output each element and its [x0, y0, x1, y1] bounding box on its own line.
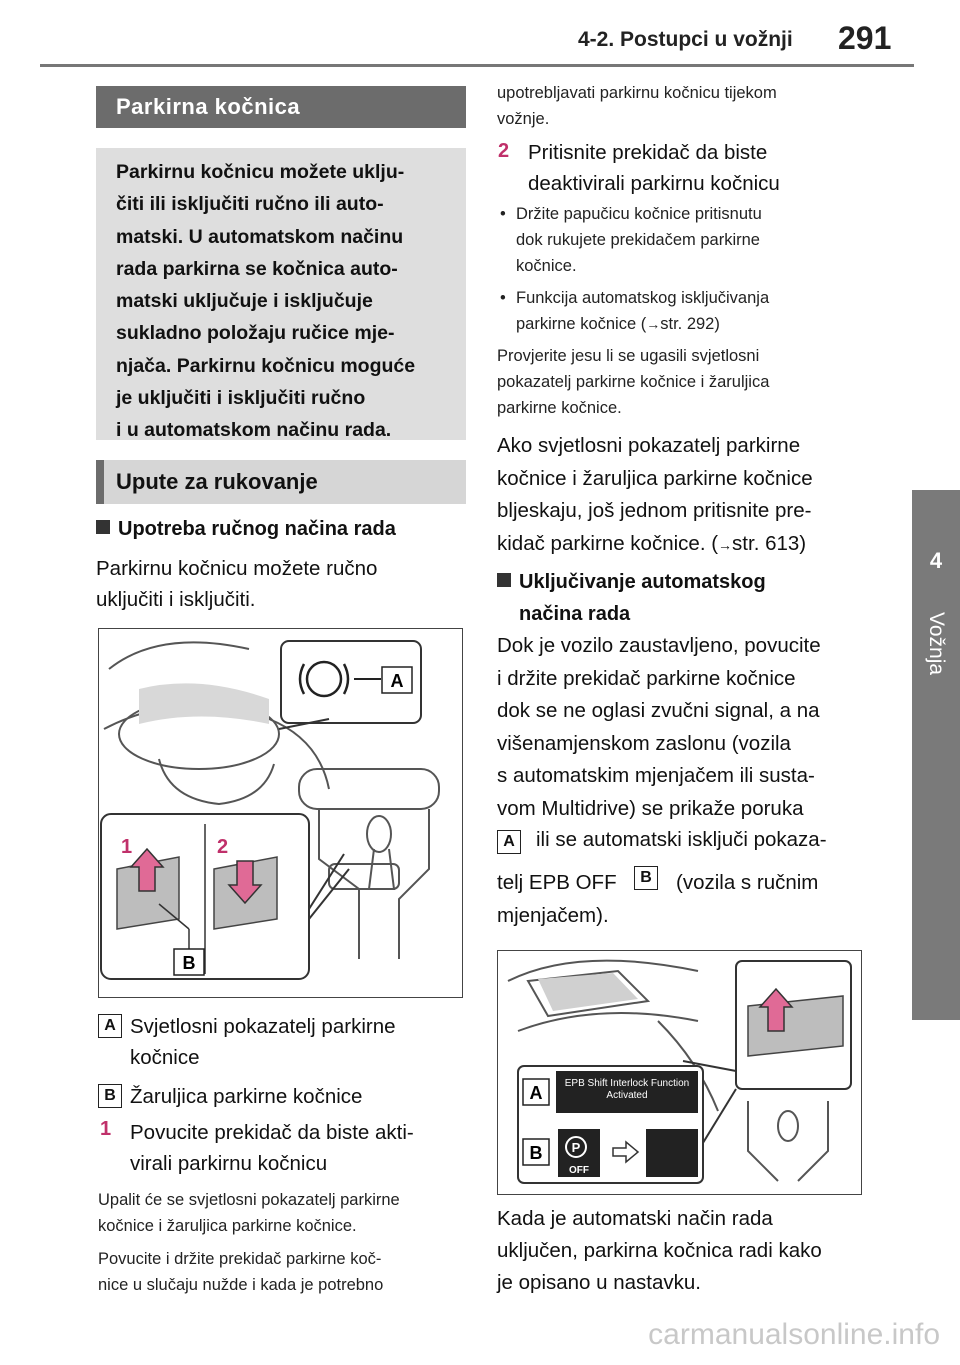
intro-line: je uključiti i isključiti ručno	[116, 387, 366, 410]
auto-line-8a: telj EPB OFF	[497, 871, 617, 894]
auto-mode-heading	[497, 566, 766, 630]
section-title: Parkirna kočnica	[96, 86, 466, 128]
intro-line: matski. U automatskom načinu	[116, 225, 404, 248]
text-line: dok rukujete prekidačem parkirne	[516, 231, 760, 249]
text-span: parkirne kočnice (	[516, 315, 647, 333]
text-line: i držite prekidač parkirne kočnice	[497, 666, 796, 690]
epb-off-indicator: OFF	[569, 1165, 589, 1176]
header-divider	[40, 64, 914, 67]
page-number: 291	[838, 20, 892, 56]
text-line: virali parkirnu kočnicu	[130, 1152, 328, 1175]
text-line: Povucite i držite prekidač parkirne koč-	[98, 1250, 382, 1268]
text-line: upotrebljavati parkirnu kočnicu tijekom	[497, 84, 777, 102]
text-line	[516, 311, 769, 337]
reference-arrow-icon: →	[718, 536, 733, 553]
inline-key-b: B	[634, 866, 658, 890]
intro-line: i u automatskom načinu rada.	[116, 419, 392, 442]
text-line: Parkirnu kočnicu možete ručno	[96, 557, 378, 580]
legend-a-text	[130, 1011, 396, 1073]
text-line: dok se ne oglasi zvučni signal, a na	[497, 699, 820, 722]
intro-line: njača. Parkirnu kočnicu moguće	[116, 354, 416, 377]
auto-mode-illustration	[497, 950, 862, 1195]
intro-line: čiti ili isključiti ručno ili auto-	[116, 193, 384, 216]
text-line: Svjetlosni pokazatelj parkirne	[130, 1015, 396, 1038]
page-reference-link[interactable]: str. 613)	[732, 531, 807, 555]
fig1-step-2: 2	[217, 836, 229, 858]
text-line: kočnice i žaruljica parkirne kočnice	[497, 466, 813, 490]
dashboard-switch-drawing	[99, 629, 461, 996]
display-switch-drawing	[498, 951, 860, 1193]
text-line: kočnice	[130, 1046, 200, 1069]
legend-b-key: B	[98, 1084, 122, 1108]
text-line	[497, 528, 813, 562]
intro-line: Parkirnu kočnicu možete uklju-	[116, 161, 405, 183]
text-span: kidač parkirne kočnice. (	[497, 531, 719, 555]
bullet-dot: •	[500, 205, 506, 223]
text-line: Kada je automatski način rada	[497, 1207, 773, 1230]
text-line: pokazatelj parkirne kočnice i žaruljica	[497, 373, 770, 391]
step-1-text	[130, 1117, 414, 1179]
manual-mode-heading-text: Upotreba ručnog načina rada	[118, 518, 396, 540]
epb-interlock-message: EPB Shift Interlock Function Activated	[564, 1078, 690, 1101]
text-line: je opisano u nastavku.	[497, 1271, 701, 1294]
svg-text:P: P	[571, 1140, 581, 1155]
legend-b-box	[98, 1084, 122, 1108]
text-line: kočnice i žaruljica parkirne kočnice.	[98, 1217, 357, 1235]
square-bullet-icon	[497, 573, 511, 587]
step-2-number: 2	[498, 140, 510, 162]
text-line: Držite papučicu kočnice pritisnutu	[516, 205, 762, 223]
final-text	[497, 1203, 822, 1299]
intro-box	[96, 148, 466, 440]
text-line: Upalit će se svjetlosni pokazatelj parkirne	[98, 1191, 400, 1209]
bullet-dot: •	[500, 289, 506, 307]
inline-label-b	[634, 866, 658, 890]
fig1-label-a: A	[390, 671, 404, 691]
auto-line-9: mjenjačem).	[497, 904, 609, 927]
check-text	[497, 343, 769, 421]
text-line: vožnje.	[497, 110, 550, 128]
text-line: Dok je vozilo zaustavljeno, povucite	[497, 634, 821, 657]
auto-line-7: ili se automatski isključi pokaza-	[536, 828, 827, 851]
watermark: carmanualsonline.info	[648, 1318, 940, 1351]
fig2-label-b: B	[529, 1143, 543, 1163]
step-2-text	[528, 137, 780, 199]
inline-key-a: A	[497, 830, 521, 854]
text-line: višenamjenskom zaslonu (vozila	[497, 731, 791, 755]
chapter-label: Vožnja	[925, 612, 948, 676]
text-line: parkirne kočnice.	[497, 399, 622, 417]
blink-text	[497, 430, 813, 561]
text-line: deaktivirali parkirnu kočnicu	[528, 172, 780, 195]
auto-mode-text	[497, 630, 821, 825]
square-bullet-icon	[96, 520, 110, 534]
text-line: Provjerite jesu li se ugasili svjetlosni	[497, 347, 760, 365]
auto-mode-heading-text: Uključivanje automatskog	[519, 571, 766, 593]
intro-line: sukladno položaju ručice mje-	[116, 322, 395, 345]
intro-line: rada parkirna se kočnica auto-	[116, 257, 398, 280]
text-line: Funkcija automatskog isključivanja	[516, 289, 770, 307]
manual-desc	[96, 553, 377, 615]
bullet-2-text	[516, 285, 769, 337]
page-reference-link[interactable]: str. 292)	[660, 315, 720, 333]
fig1-step-1: 1	[121, 836, 133, 858]
instructions-heading: Upute za rukovanje	[96, 460, 466, 504]
text-line: uključiti i isključiti.	[96, 588, 256, 611]
header-section-title: 4-2. Postupci u vožnji	[578, 28, 793, 51]
text-line: Žaruljica parkirne kočnice	[130, 1085, 363, 1108]
inline-label-a	[497, 830, 521, 854]
fig1-label-b: B	[182, 953, 196, 973]
auto-line-8b: (vozila s ručnim	[676, 871, 819, 894]
text-line: vom Multidrive) se prikaže poruka	[497, 796, 804, 820]
reference-arrow-icon: →	[646, 316, 661, 332]
bullet-1-text	[516, 201, 762, 279]
text-line: bljeskaju, još jednom pritisnite pre-	[497, 499, 812, 522]
legend-a-box	[98, 1014, 122, 1038]
text-line: s automatskim mjenjačem ili susta-	[497, 764, 815, 787]
manual-mode-heading	[96, 518, 396, 541]
text-line: Ako svjetlosni pokazatelj parkirne	[497, 434, 801, 457]
note-2	[98, 1246, 383, 1298]
fig2-label-a: A	[529, 1083, 543, 1103]
manual-mode-illustration	[98, 628, 463, 998]
note-1	[98, 1187, 400, 1239]
legend-b-text	[130, 1081, 362, 1112]
text-line: kočnice.	[516, 257, 577, 275]
auto-mode-heading-text: načina rada	[519, 603, 631, 625]
step-1-number: 1	[100, 1118, 112, 1140]
legend-a-key: A	[98, 1014, 122, 1038]
text-line: nice u slučaju nužde i kada je potrebno	[98, 1276, 384, 1294]
chapter-number: 4	[929, 548, 943, 573]
intro-line: matski uključuje i isključuje	[116, 290, 373, 313]
text-line: uključen, parkirna kočnica radi kako	[497, 1239, 822, 1262]
text-line: Pritisnite prekidač da biste	[528, 141, 768, 164]
continuation-text	[497, 80, 777, 132]
text-line: Povucite prekidač da biste akti-	[130, 1121, 414, 1144]
